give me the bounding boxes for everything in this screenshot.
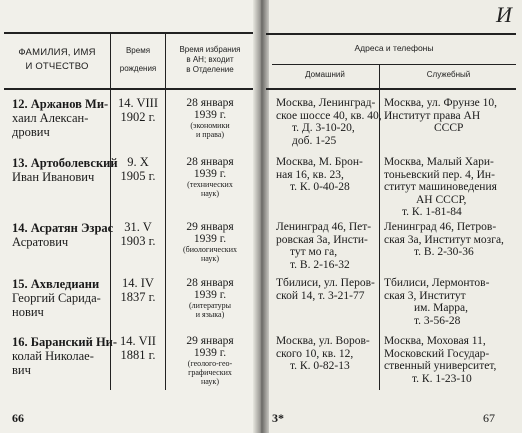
row-13-elected-year: 1939 г. <box>193 168 227 180</box>
row-14-name <box>12 221 113 249</box>
row-12-name <box>12 97 108 139</box>
row-16-home-3: т. К. 0-82-13 <box>290 360 350 372</box>
row-12-elected-year: 1939 г. <box>193 109 227 121</box>
row-12-work-2: Институт права АН <box>384 109 481 122</box>
row-16-section-2: графических <box>188 368 232 377</box>
row-12-name-line-2: хаил Алексан- <box>12 111 89 125</box>
row-14-section-1: (биологических <box>183 245 237 254</box>
left-page-number: 66 <box>12 411 24 425</box>
row-15-born-date: 14. IV <box>122 276 154 290</box>
header-birth-line-1: Время <box>125 46 151 55</box>
right-table-top-rule <box>266 33 516 35</box>
row-13-born-year: 1905 г. <box>120 168 156 183</box>
header-name-line-2: И ОТЧЕСТВО <box>25 61 89 72</box>
row-13-home-1: Москва, М. Брон- <box>276 156 363 168</box>
left-col-divider-2 <box>165 32 166 390</box>
header-addresses: Адреса и телефоны <box>354 43 434 53</box>
row-15-home <box>276 277 375 302</box>
row-12-home-3: т. Д. 3-10-20, <box>292 122 355 134</box>
row-15-work-2: ская 3, Институт <box>384 289 466 302</box>
row-15-home-2: ской 14, т. 3-21-77 <box>276 289 365 302</box>
corner-handwritten-mark: И <box>496 2 512 27</box>
row-15-name-line-2: Георгий Сарида- <box>12 291 101 305</box>
header-birth-line-2: рождения <box>119 64 157 73</box>
row-14-elected-date: 29 января <box>186 221 234 233</box>
row-16-home-2: ского 10, кв. 12, <box>276 347 354 360</box>
row-14-elected-year: 1939 г. <box>193 233 227 245</box>
row-12-born <box>112 97 164 124</box>
row-13-home <box>276 156 363 194</box>
left-header-rule <box>4 88 253 90</box>
row-16-name-line-2: колай Николае- <box>12 349 94 363</box>
signature-mark: 3* <box>272 411 284 425</box>
row-14-born <box>112 221 164 248</box>
row-16-elected-year: 1939 г. <box>193 347 227 359</box>
right-header-rule <box>266 88 516 90</box>
row-14-born-year: 1903 г. <box>120 233 156 248</box>
row-13-work-3: ститут машиноведения <box>384 181 497 193</box>
row-13-name-line-1: 13. Артоболевский <box>12 156 118 170</box>
row-16-elected <box>167 335 253 386</box>
row-13-work-4: АН СССР, <box>416 193 467 206</box>
row-12-name-line-1: 12. Аржанов Ми- <box>12 97 109 111</box>
row-14-work-2: ская 3а, Институт мозга, <box>384 233 504 246</box>
row-13-section-1: (технических <box>187 180 233 189</box>
row-12-section-1: (экономики <box>190 121 230 130</box>
header-name-line-1: ФАМИЛИЯ, ИМЯ <box>18 47 96 58</box>
row-12-elected <box>167 97 253 139</box>
row-13-work-5: т. К. 1-81-84 <box>402 206 462 218</box>
row-15-elected <box>167 277 253 319</box>
row-14-work-1: Ленинград 46, Петров- <box>384 221 497 233</box>
row-15-section-2: и языка) <box>195 310 225 319</box>
row-15-born-year: 1837 г. <box>120 289 156 304</box>
row-16-elected-date: 29 января <box>186 335 234 347</box>
row-15-born <box>112 277 164 304</box>
row-12-home <box>276 97 382 147</box>
row-12-work-3: СССР <box>434 122 464 134</box>
row-13-elected <box>167 156 253 198</box>
row-15-home-1: Тбилиси, ул. Перов- <box>276 277 375 289</box>
row-12-name-line-3: дрович <box>12 125 50 139</box>
header-birth-column <box>112 46 164 74</box>
row-14-born-date: 31. V <box>124 220 152 234</box>
row-14-work <box>384 221 504 259</box>
row-16-work-1: Москва, Моховая 11, <box>384 335 486 347</box>
row-14-work-3: т. В. 2-30-36 <box>414 246 474 258</box>
right-subheader-rule <box>272 64 516 65</box>
row-16-name-line-3: вич <box>12 363 31 377</box>
row-16-section-1: (геолого-гео- <box>187 359 233 368</box>
row-14-home-3: тут мо га, <box>290 246 338 258</box>
row-13-name-line-2: Иван Иванович <box>12 170 95 184</box>
row-16-name <box>12 335 117 377</box>
row-14-section-2: наук) <box>201 254 219 263</box>
book-gutter <box>253 0 269 433</box>
row-15-section-1: (литературы <box>188 301 232 310</box>
row-14-home-4: т. В. 2-16-32 <box>290 258 350 271</box>
header-home: Домашний <box>305 70 345 79</box>
row-12-section-2: и права) <box>196 130 224 139</box>
row-14-home <box>276 221 371 271</box>
row-16-born-year: 1881 г. <box>120 347 156 362</box>
row-13-work-2: тоньевский пер. 4, Ин- <box>384 168 495 181</box>
row-16-work <box>384 335 496 385</box>
row-16-name-line-1: 16. Баранский Ни- <box>12 335 118 349</box>
row-13-born-date: 9. X <box>127 155 149 169</box>
row-16-work-2: Московский Государ- <box>384 347 490 360</box>
row-16-work-4: т. К. 1-23-10 <box>412 372 472 385</box>
row-14-home-2: ровская 3а, Инсти- <box>276 233 368 246</box>
row-12-elected-date: 28 января <box>186 97 234 109</box>
row-16-home-1: Москва, ул. Воров- <box>276 335 370 347</box>
row-12-work <box>384 97 497 135</box>
row-15-name-line-3: нович <box>12 305 44 319</box>
row-14-elected <box>167 221 253 263</box>
row-13-home-3: т. К. 0-40-28 <box>290 181 350 193</box>
row-12-born-year: 1902 г. <box>120 109 156 124</box>
row-15-work <box>384 277 489 327</box>
row-12-home-1: Москва, Ленинград- <box>276 97 376 109</box>
header-elect-line-3: в Отделение <box>186 65 234 74</box>
row-16-born <box>112 335 164 362</box>
row-14-name-line-1: 14. Асратян Эзрас <box>12 221 114 235</box>
header-elect-line-1: Время избрания <box>179 45 241 54</box>
row-14-home-1: Ленинград 46, Пет- <box>276 221 372 233</box>
row-15-name <box>12 277 101 319</box>
header-election-column <box>166 45 254 75</box>
header-work: Служебный <box>426 70 471 79</box>
row-15-elected-year: 1939 г. <box>193 289 227 301</box>
row-13-born <box>112 156 164 183</box>
row-12-home-2: ское шоссе 40, кв. 40, <box>276 109 382 122</box>
row-13-work-1: Москва, Малый Хари- <box>384 156 494 168</box>
row-15-elected-date: 28 января <box>186 277 234 289</box>
header-name-column <box>6 46 108 74</box>
row-13-work <box>384 156 497 219</box>
row-13-section-2: наук) <box>201 189 219 198</box>
row-15-work-3: им. Марра, <box>414 302 468 314</box>
row-13-name <box>12 156 118 184</box>
right-page-number: 67 <box>483 411 495 425</box>
row-14-name-line-2: Асратович <box>12 235 69 249</box>
row-13-elected-date: 28 января <box>186 156 234 168</box>
row-16-home <box>276 335 370 373</box>
row-12-born-date: 14. VIII <box>117 96 159 110</box>
row-12-work-1: Москва, ул. Фрунзе 10, <box>384 97 498 109</box>
left-table-top-rule <box>4 32 253 34</box>
row-15-work-4: т. 3-56-28 <box>414 314 461 327</box>
row-16-section-3: наук) <box>201 377 219 386</box>
row-16-work-3: ственный университет, <box>384 360 497 372</box>
row-15-name-line-1: 15. Ахвледиани <box>12 277 100 291</box>
row-15-work-1: Тбилиси, Лермонтов- <box>384 277 490 289</box>
row-12-home-4: доб. 1-25 <box>292 134 337 147</box>
row-16-born-date: 14. VII <box>120 334 156 348</box>
header-elect-line-2: в АН; входит <box>186 55 234 64</box>
row-13-home-2: ная 16, кв. 23, <box>276 168 344 181</box>
